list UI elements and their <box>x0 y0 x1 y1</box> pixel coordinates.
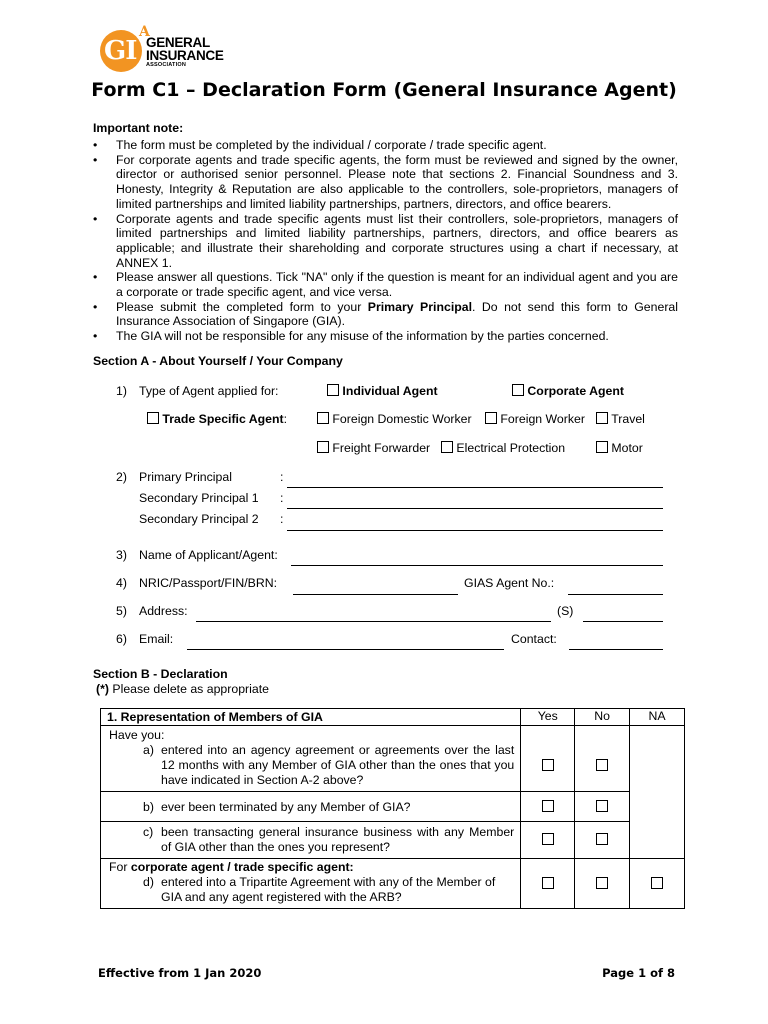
gias-agent-no-label: GIAS Agent No.: <box>464 576 555 590</box>
gias-agent-no-field[interactable] <box>568 594 663 595</box>
have-you-label: Have you: <box>109 728 165 742</box>
primary-principal-field[interactable] <box>287 487 663 488</box>
secondary-principal-2-label: Secondary Principal 2 <box>139 512 259 526</box>
gia-logo-line2: INSURANCE <box>146 48 224 63</box>
address-field[interactable] <box>196 621 551 622</box>
table-header: 1. Representation of Members of GIA <box>101 709 521 726</box>
col-na-header: NA <box>630 709 685 726</box>
gia-logo-letters: GI <box>104 36 137 66</box>
checkbox[interactable] <box>327 384 339 396</box>
colon: : <box>280 470 284 484</box>
option-foreign-domestic-worker[interactable]: Foreign Domestic Worker <box>317 412 472 426</box>
note-bullet: • The GIA will not be responsible for any misuse of the information by the parties concerned. <box>93 329 678 344</box>
no-checkbox[interactable] <box>596 833 608 845</box>
q2-number: 2) <box>116 470 127 484</box>
na-cell-empty <box>630 726 685 859</box>
note-bullet: • For corporate agents and trade specific agents, the form must be reviewed and signed by the owner, director or authorised senior personnel. Please note that sections 2. Financial Soundness and 3. Honesty, Integrity & Reputation are also applicable to the controllers, sole-proprietors, managers of limited partnerships and limited liability partnerships, partners, directors, and office bearers. <box>93 153 678 212</box>
question-c-text: been transacting general insurance business with any Member of GIA other than the ones you represent? <box>161 825 515 854</box>
checkbox[interactable] <box>596 441 608 453</box>
nric-label: NRIC/Passport/FIN/BRN: <box>139 576 278 590</box>
q1-label: Type of Agent applied for: <box>139 384 279 398</box>
postal-label: (S) <box>557 604 574 618</box>
checkbox[interactable] <box>317 441 329 453</box>
q3-number: 3) <box>116 548 127 562</box>
checkbox[interactable] <box>596 412 608 424</box>
postal-code-field[interactable] <box>583 621 663 622</box>
option-travel[interactable]: Travel <box>596 412 645 426</box>
note-bullet: • Please submit the completed form to your Primary Principal. Do not send this form to General Insurance Association of Singapore (GIA). <box>93 300 678 329</box>
colon: : <box>280 512 284 526</box>
option-trade-specific-agent[interactable]: Trade Specific Agent: <box>147 412 287 426</box>
no-checkbox[interactable] <box>596 800 608 812</box>
secondary-principal-1-label: Secondary Principal 1 <box>139 491 259 505</box>
section-b-heading: Section B - Declaration <box>93 667 228 681</box>
colon: : <box>280 491 284 505</box>
section-a-heading: Section A - About Yourself / Your Company <box>93 354 343 368</box>
table-row-d <box>101 859 521 909</box>
yes-cell <box>521 726 575 792</box>
no-cell <box>575 859 630 909</box>
option-corporate-agent[interactable]: Corporate Agent <box>512 384 624 398</box>
yes-checkbox[interactable] <box>542 800 554 812</box>
checkbox[interactable] <box>485 412 497 424</box>
q5-number: 5) <box>116 604 127 618</box>
address-label: Address: <box>139 604 188 618</box>
gia-logo-line1: GENERAL <box>146 35 210 50</box>
option-motor[interactable]: Motor <box>596 441 643 455</box>
important-note-list <box>93 138 678 344</box>
no-cell <box>575 792 630 822</box>
col-yes-header: Yes <box>521 709 575 726</box>
q6-number: 6) <box>116 632 127 646</box>
table-row-a <box>101 726 521 792</box>
section-b-note: (*) Please delete as appropriate <box>96 682 269 696</box>
secondary-principal-1-field[interactable] <box>287 508 663 509</box>
question-label: c) <box>143 825 154 839</box>
primary-principal-label: Primary Principal <box>139 470 232 484</box>
footer-effective-date: Effective from 1 Jan 2020 <box>98 966 262 980</box>
no-cell <box>575 726 630 792</box>
na-cell <box>630 859 685 909</box>
secondary-principal-2-field[interactable] <box>287 530 663 531</box>
note-bullet: • The form must be completed by the individual / corporate / trade specific agent. <box>93 138 678 153</box>
footer-page-number: Page 1 of 8 <box>602 966 675 980</box>
question-a-text: entered into an agency agreement or agreements over the last 12 months with any Member of GIA other than the ones that you have indicated in Section A-2 above? <box>161 743 515 787</box>
important-note-heading: Important note: <box>93 121 184 135</box>
question-b-text: ever been terminated by any Member of GIA? <box>161 799 411 814</box>
checkbox[interactable] <box>512 384 524 396</box>
yes-cell <box>521 792 575 822</box>
table-row-b <box>101 792 521 822</box>
checkbox[interactable] <box>317 412 329 424</box>
no-checkbox[interactable] <box>596 759 608 771</box>
na-checkbox[interactable] <box>651 877 663 889</box>
gia-logo-sup: A <box>139 24 150 40</box>
form-title: Form C1 – Declaration Form (General Insurance Agent) <box>91 79 677 101</box>
checkbox[interactable] <box>441 441 453 453</box>
q4-number: 4) <box>116 576 127 590</box>
applicant-name-field[interactable] <box>291 565 663 566</box>
email-field[interactable] <box>187 649 504 650</box>
table-row-c <box>101 822 521 859</box>
contact-label: Contact: <box>511 632 557 646</box>
q1-number: 1) <box>116 384 127 398</box>
for-corporate-label: For corporate agent / trade specific agent: <box>109 860 354 874</box>
option-individual-agent[interactable]: Individual Agent <box>327 384 438 398</box>
gia-logo-line3: ASSOCIATION <box>146 62 186 68</box>
contact-field[interactable] <box>569 649 663 650</box>
no-checkbox[interactable] <box>596 877 608 889</box>
option-foreign-worker[interactable]: Foreign Worker <box>485 412 585 426</box>
option-electrical-protection[interactable]: Electrical Protection <box>441 441 565 455</box>
yes-checkbox[interactable] <box>542 833 554 845</box>
applicant-name-label: Name of Applicant/Agent: <box>139 548 278 562</box>
email-label: Email: <box>139 632 174 646</box>
yes-checkbox[interactable] <box>542 759 554 771</box>
option-freight-forwarder[interactable]: Freight Forwarder <box>317 441 430 455</box>
yes-cell <box>521 822 575 859</box>
checkbox[interactable] <box>147 412 159 424</box>
note-bullet: • Corporate agents and trade specific agents must list their controllers, sole-proprietors, managers of limited partnerships and limited liability partnerships, partners, directors, and office bearers as applicable; and illustrate their shareholding and corporate structures using a chart if necessary, at ANNEX 1. <box>93 212 678 271</box>
question-d-text: entered into a Tripartite Agreement with any of the Member of GIA and any agent registered with the ARB? <box>161 875 496 904</box>
nric-field[interactable] <box>293 594 458 595</box>
question-label: a) <box>143 743 154 757</box>
question-label: b) <box>143 799 154 814</box>
col-no-header: No <box>575 709 630 726</box>
declaration-table <box>100 708 685 909</box>
yes-checkbox[interactable] <box>542 877 554 889</box>
no-cell <box>575 822 630 859</box>
yes-cell <box>521 859 575 909</box>
note-bullet: • Please answer all questions. Tick "NA" only if the question is meant for an individual agent and you are a corporate or trade specific agent, and vice versa. <box>93 270 678 299</box>
question-label: d) <box>143 875 154 889</box>
